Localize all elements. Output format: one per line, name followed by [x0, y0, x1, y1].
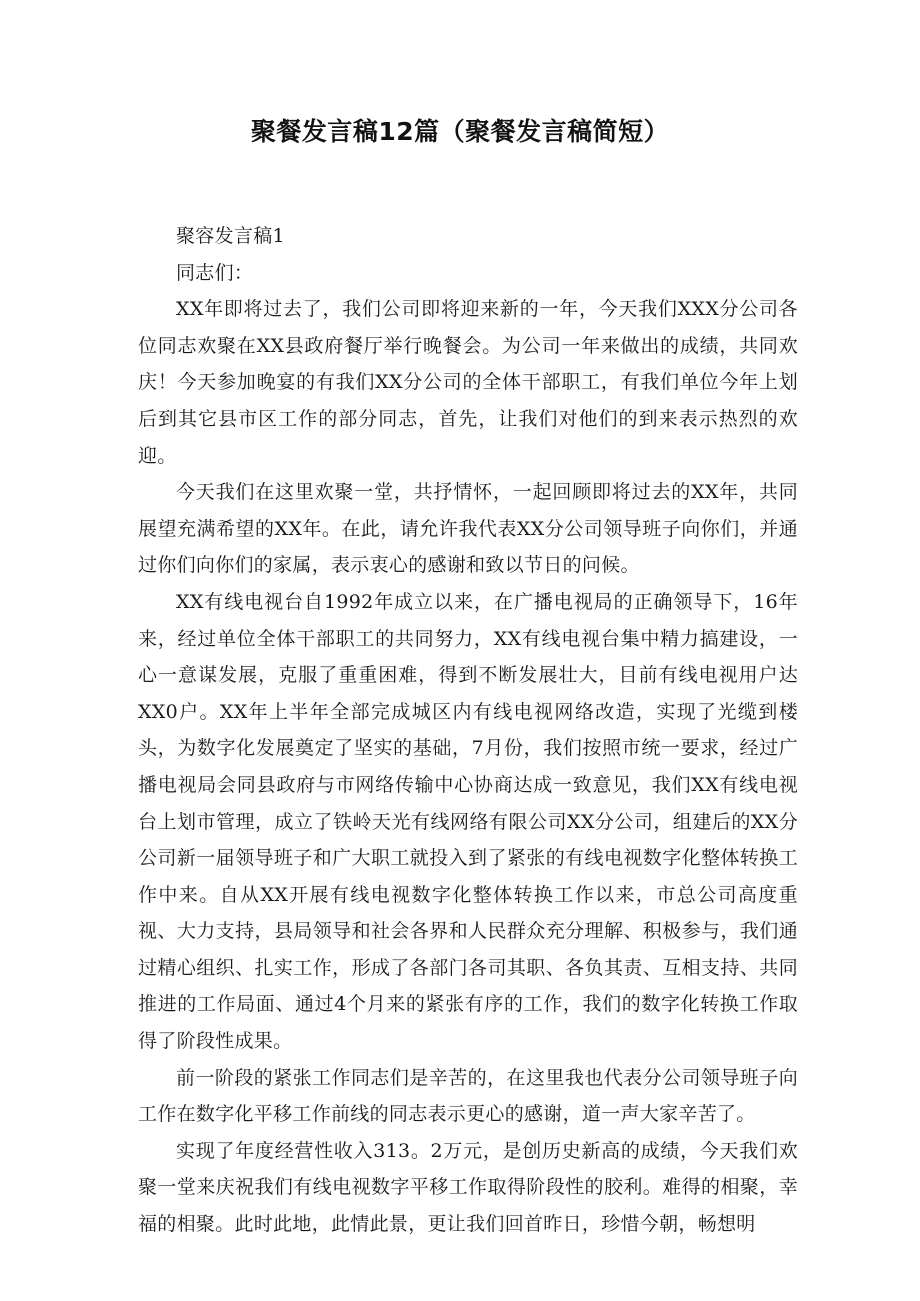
paragraph: 实现了年度经营性收入313。2万元，是创历史新高的成绩，今天我们欢聚一堂来庆祝我们有线电视数字平移工作取得阶段性的胶利。难得的相聚，幸福的相聚。此时此地，此情此景，更让我们回首昨日，珍惜今朝，畅想明 [138, 1139, 798, 1236]
section-heading: 聚容发言稿1 [176, 225, 285, 247]
paragraph: 今天我们在这里欢聚一堂，共抒情怀，一起回顾即将过去的XX年，共同展望充满希望的XX年。在此，请允许我代表XX分公司领导班子向你们，并通过你们向你们的家属，表示衷心的感谢和致以节日的问候。 [138, 481, 798, 577]
document-body [138, 218, 798, 1243]
salutation: 同志们： [176, 261, 254, 284]
paragraph: XX有线电视台自1992年成立以来，在广播电视局的正确领导下，16年来，经过单位全体干部职工的共同努力，XX有线电视台集中精力搞建设，一心一意谋发展，克服了重重困难，得到不断发展壮大，目前有线电视用户达XX0户。XX年上半年全部完成城区内有线电视网络改造，实现了光缆到楼头，为数字化发展奠定了坚实的基础，7月份，我们按照市统一要求，经过广播电视局会同县政府与市网络传输中心协商达成一致意见，我们XX有线电视台上划市管理，成立了铁岭天光有线网络有限公司XX分公司，组建后的XX分公司新一届领导班子和广大职工就投入到了紧张的有线电视数字化整体转换工作中来。自从XX开展有线电视数字化整体转换工作以来，市总公司高度重视、大力支持，县局领导和社会各界和人民群众充分理解、积极参与，我们通过精心组织、扎实工作，形成了各部门各司其职、各负其责、互相支持、共同推进的工作局面、通过4个月来的紧张有序的工作，我们的数字化转换工作取得了阶段性成果。 [138, 590, 798, 1053]
paragraph: 前一阶段的紧张工作同志们是辛苦的，在这里我也代表分公司领导班子向工作在数字化平移工作前线的同志表示更心的感谢，道一声大家辛苦了。 [138, 1066, 798, 1126]
document-title: 聚餐发言稿12篇（聚餐发言稿简短） [250, 117, 670, 146]
paragraph: XX年即将过去了，我们公司即将迎来新的一年，今天我们XXX分公司各位同志欢聚在XX县政府餐厅举行晚餐会。为公司一年来做出的成绩，共同欢庆！今天参加晚宴的有我们XX分公司的全体干部职工，有我们单位今年上划后到其它县市区工作的部分同志，首先，让我们对他们的到来表示热烈的欢迎。 [138, 298, 798, 467]
